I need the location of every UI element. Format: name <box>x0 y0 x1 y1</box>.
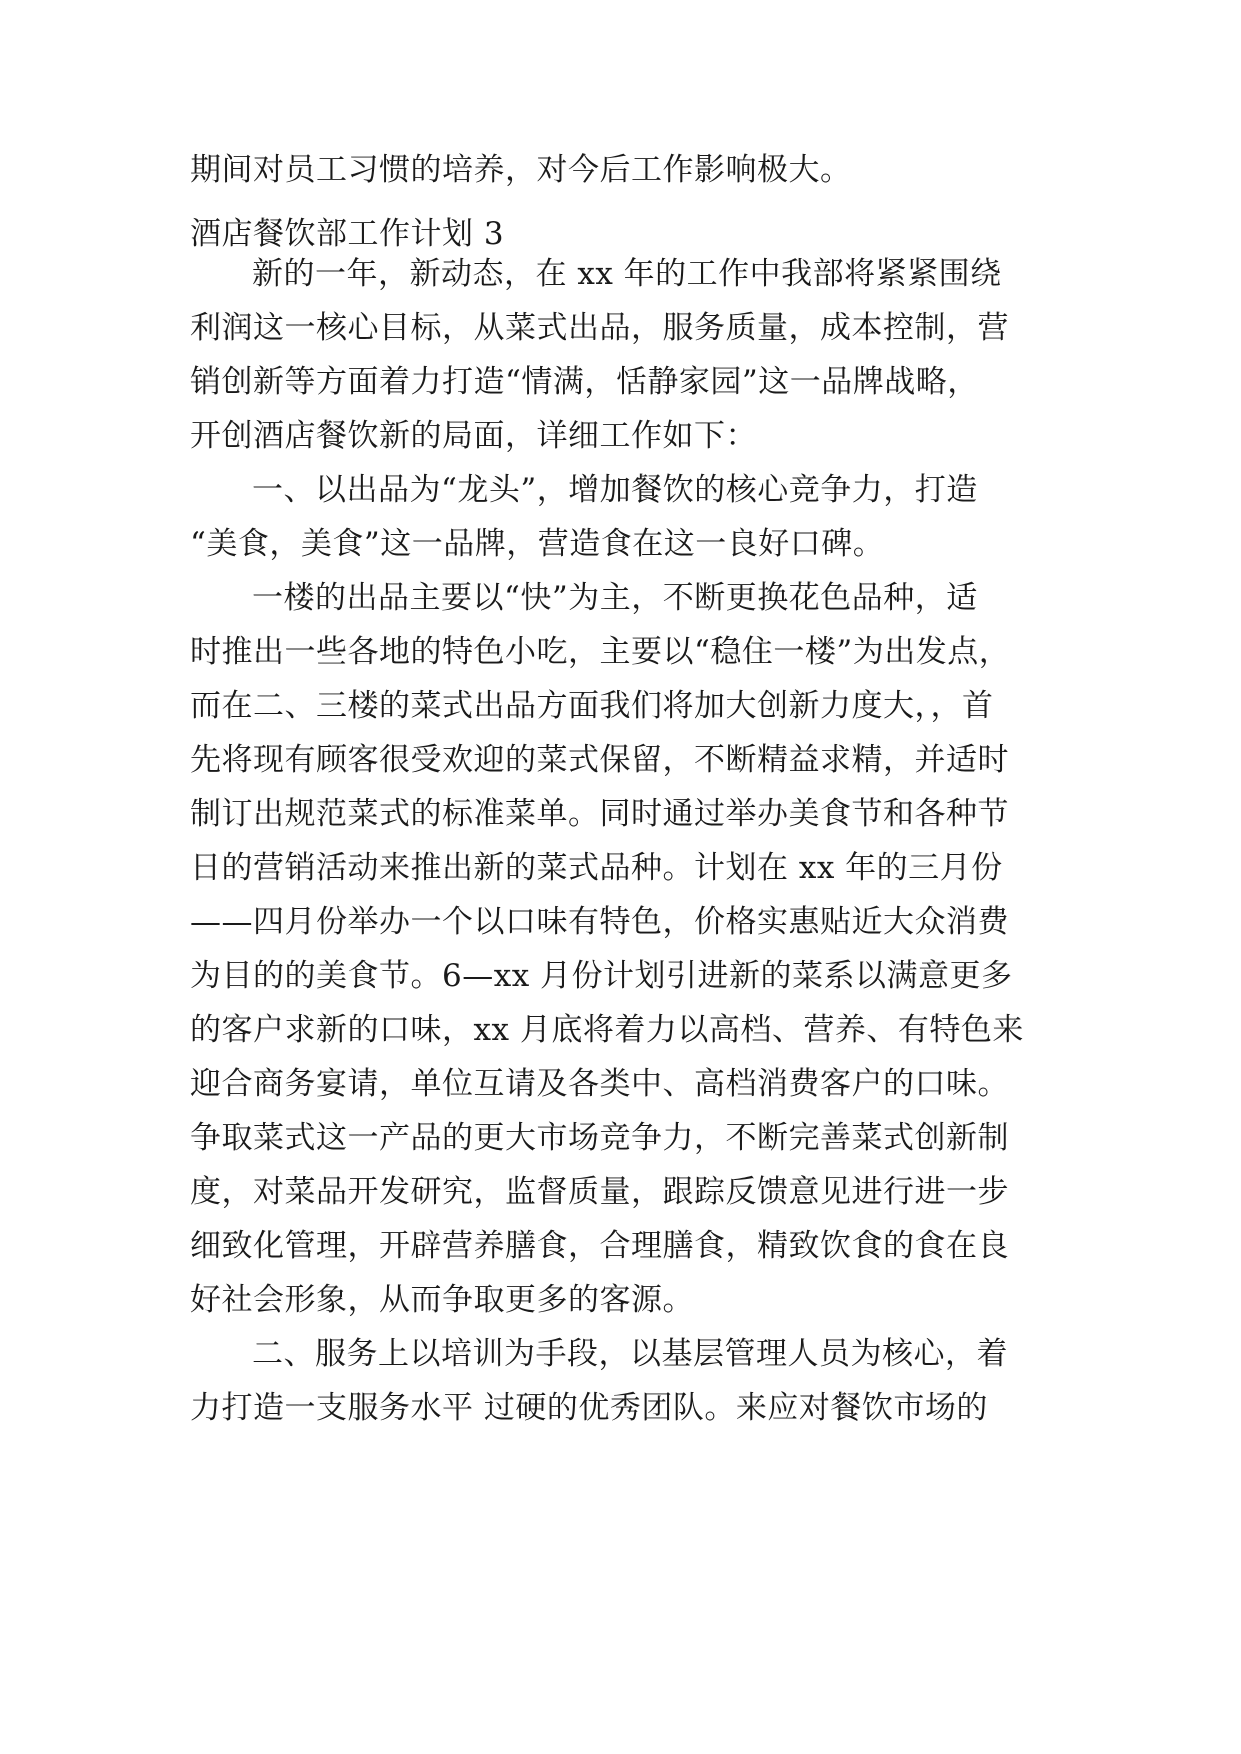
text-line: 为目的的美食节。6—xx 月份计划引进新的菜系以满意更多 <box>190 958 1013 994</box>
text-line: 细致化管理，开辟营养膳食，合理膳食，精致饮食的食在良 <box>190 1228 1009 1264</box>
text-line: 利润这一核心目标，从菜式出品，服务质量，成本控制，营 <box>190 310 1009 346</box>
text-line: 力打造一支服务水平 过硬的优秀团队。来应对餐饮市场的 <box>190 1390 988 1426</box>
text-line: 度，对菜品开发研究，监督质量，跟踪反馈意见进行进一步 <box>190 1174 1009 1210</box>
text-line: 开创酒店餐饮新的局面，详细工作如下： <box>190 418 757 454</box>
text-line: 的客户求新的口味，xx 月底将着力以高档、营养、有特色来 <box>190 1012 1024 1048</box>
text-line: 二、服务上以培训为手段，以基层管理人员为核心，着 <box>252 1336 1008 1372</box>
text-line: 而在二、三楼的菜式出品方面我们将加大创新力度大，，首 <box>190 688 994 724</box>
text-line: 制订出规范菜式的标准菜单。同时通过举办美食节和各种节 <box>190 796 1009 832</box>
text-line: 迎合商务宴请，单位互请及各类中、高档消费客户的口味。 <box>190 1066 1009 1102</box>
text-line: 期间对员工习惯的培养，对今后工作影响极大。 <box>190 152 852 188</box>
text-line: 销创新等方面着力打造“情满，恬静家园”这一品牌战略， <box>190 364 979 400</box>
text-line: 争取菜式这一产品的更大市场竞争力，不断完善菜式创新制 <box>190 1120 1009 1156</box>
text-line: 时推出一些各地的特色小吃，主要以“稳住一楼”为出发点， <box>190 634 1011 670</box>
text-line: 日的营销活动来推出新的菜式品种。计划在 xx 年的三月份 <box>190 850 1003 886</box>
text-line: 先将现有顾客很受欢迎的菜式保留，不断精益求精，并适时 <box>190 742 1009 778</box>
text-line: 好社会形象，从而争取更多的客源。 <box>190 1282 694 1318</box>
text-line: ——四月份举办一个以口味有特色，价格实惠贴近大众消费 <box>190 904 1009 940</box>
section-heading: 酒店餐饮部工作计划 3 <box>190 216 505 252</box>
text-line: 一、以出品为“龙头”，增加餐饮的核心竞争力，打造 <box>252 472 978 508</box>
text-line: 一楼的出品主要以“快”为主，不断更换花色品种，适 <box>252 580 978 616</box>
text-line: 新的一年，新动态，在 xx 年的工作中我部将紧紧围绕 <box>252 256 1002 292</box>
text-line: “美食，美食”这一品牌，营造食在这一良好口碑。 <box>190 526 885 562</box>
